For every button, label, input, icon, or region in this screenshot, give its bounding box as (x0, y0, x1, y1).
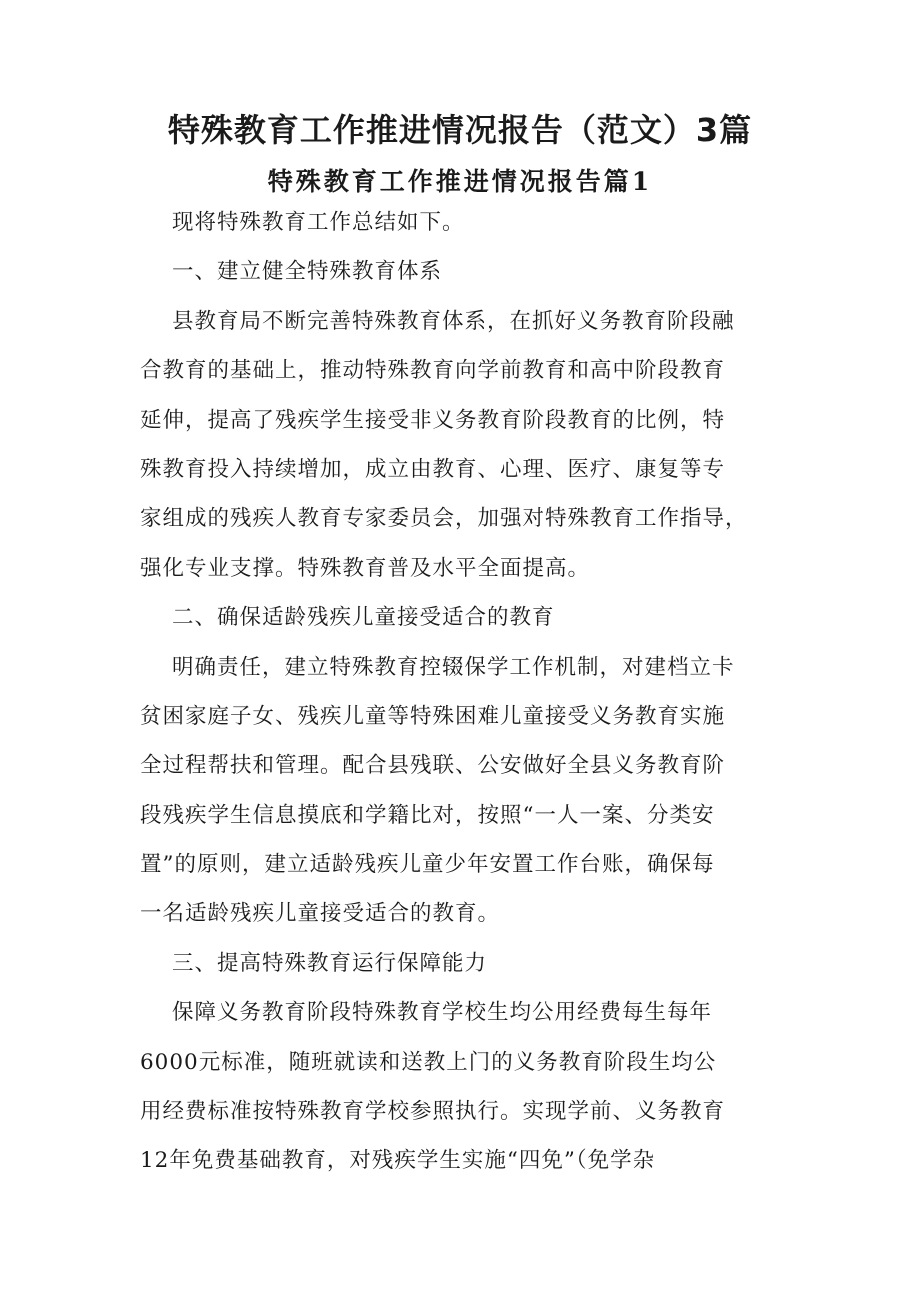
paragraph-line: 一名适龄残疾儿童接受适合的教育。 (140, 901, 501, 927)
paragraph-line: 全过程帮扶和管理。配合县残联、公安做好全县义务教育阶 (140, 753, 726, 779)
paragraph-line: 用经费标准按特殊教育学校参照执行。实现学前、义务教育 (140, 1099, 726, 1125)
intro-line: 现将特殊教育工作总结如下。 (172, 210, 465, 235)
section-heading-3: 三、提高特殊教育运行保障能力 (172, 950, 488, 976)
paragraph-line: 殊教育投入持续增加，成立由教育、心理、医疗、康复等专 (140, 456, 726, 482)
paragraph-line: 置”的原则，建立适龄残疾儿童少年安置工作台账，确保每 (140, 852, 715, 878)
paragraph-line: 县教育局不断完善特殊教育体系，在抓好义务教育阶段融 (172, 308, 735, 334)
paragraph-line: 6000元标准，随班就读和送教上门的义务教育阶段生均公 (140, 1049, 717, 1075)
section-heading-2: 二、确保适龄残疾儿童接受适合的教育 (172, 605, 555, 631)
paragraph-line: 延伸，提高了残疾学生接受非义务教育阶段教育的比例，特 (140, 407, 726, 433)
paragraph-line: 家组成的残疾人教育专家委员会，加强对特殊教育工作指导， (140, 506, 748, 532)
paragraph-line: 强化专业支撑。特殊教育普及水平全面提高。 (140, 555, 591, 581)
paragraph-line: 明确责任，建立特殊教育控辍保学工作机制，对建档立卡 (172, 654, 735, 680)
document-body (140, 183, 800, 1186)
paragraph-line: 合教育的基础上，推动特殊教育向学前教育和高中阶段教育 (140, 358, 726, 384)
document-title: 特殊教育工作推进情况报告（范文）3篇 (167, 111, 753, 149)
paragraph-line: 保障义务教育阶段特殊教育学校生均公用经费每生每年 (172, 1000, 713, 1026)
section-heading-1: 一、建立健全特殊教育体系 (172, 259, 443, 285)
paragraph-line: 贫困家庭子女、残疾儿童等特殊困难儿童接受义务教育实施 (140, 703, 726, 729)
document-subtitle: 特殊教育工作推进情况报告篇1 (267, 167, 653, 196)
paragraph-line: 12年免费基础教育，对残疾学生实施“四免”（免学杂 (140, 1148, 656, 1174)
paragraph-line: 段残疾学生信息摸底和学籍比对，按照“一人一案、分类安 (140, 802, 715, 828)
